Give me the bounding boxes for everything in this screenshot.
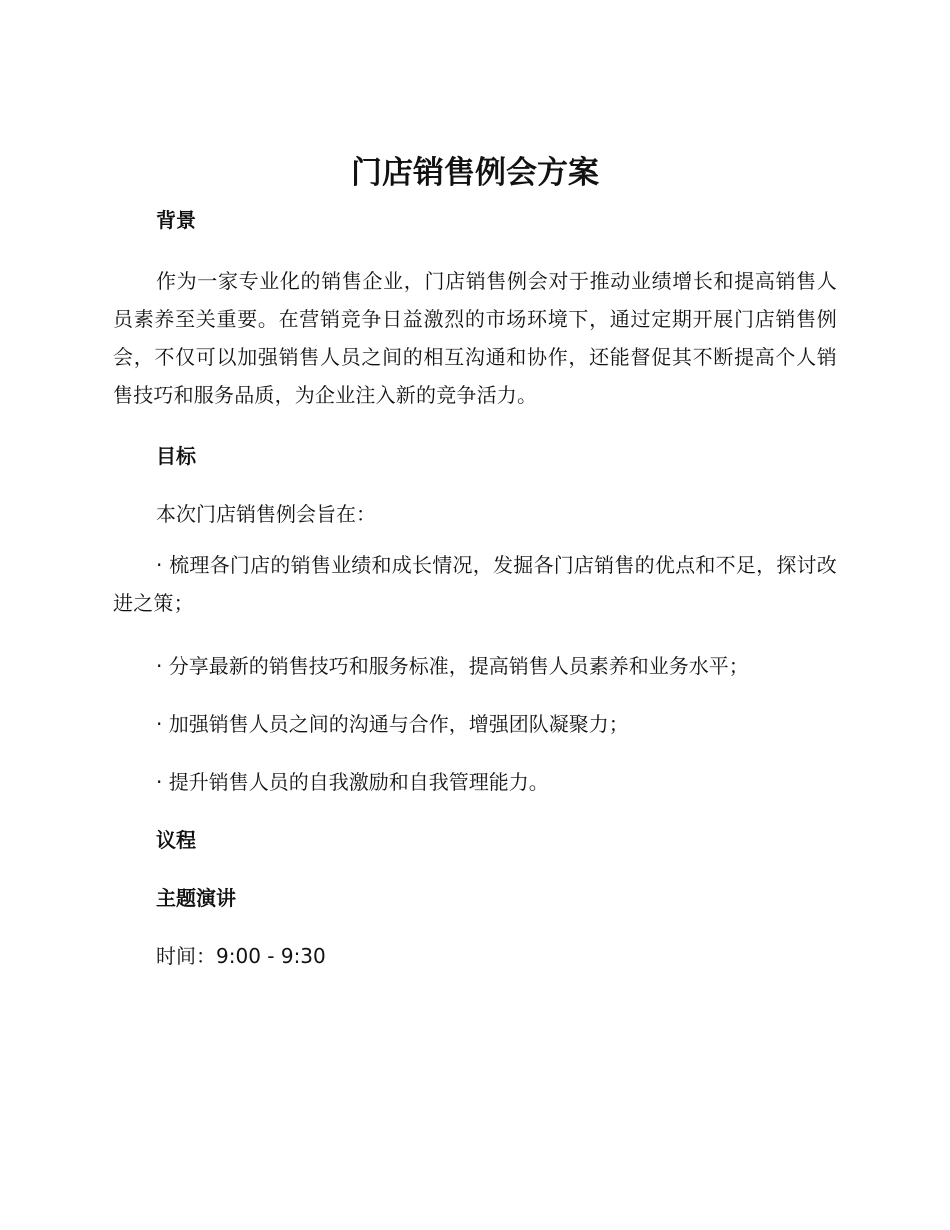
background-section (113, 206, 837, 414)
agenda-time-label: 时间： (156, 944, 216, 968)
goal-bullet-2: · 分享最新的销售技巧和服务标准，提高销售人员素养和业务水平； (156, 654, 749, 678)
goal-intro: 本次门店销售例会旨在： (156, 502, 376, 526)
agenda-time-value: 9:00 - 9:30 (216, 944, 326, 968)
goal-bullet-list (113, 546, 837, 796)
agenda-subheading-keynote: 主题演讲 (156, 886, 236, 910)
section-heading-agenda: 议程 (156, 828, 196, 852)
section-heading-goal: 目标 (156, 444, 196, 468)
page-title: 门店销售例会方案 (351, 155, 599, 191)
goal-bullet-3: · 加强销售人员之间的沟通与合作，增强团队凝聚力； (156, 712, 629, 736)
agenda-time (113, 942, 837, 970)
goal-section (113, 442, 837, 796)
section-heading-background: 背景 (156, 208, 196, 232)
goal-bullet-1: · 梳理各门店的销售业绩和成长情况，发掘各门店销售的优点和不足，探讨改进之策； (113, 553, 837, 615)
background-paragraph: 作为一家专业化的销售企业，门店销售例会对于推动业绩增长和提高销售人员素养至关重要。在营销竞争日益激烈的市场环境下，通过定期开展门店销售例会，不仅可以加强销售人员之间的相互沟通和协作，还能督促其不断提高个人销售技巧和服务品质，为企业注入新的竞争活力。 (113, 269, 837, 407)
goal-bullet-4: · 提升销售人员的自我激励和自我管理能力。 (156, 770, 549, 794)
agenda-section (113, 826, 837, 970)
